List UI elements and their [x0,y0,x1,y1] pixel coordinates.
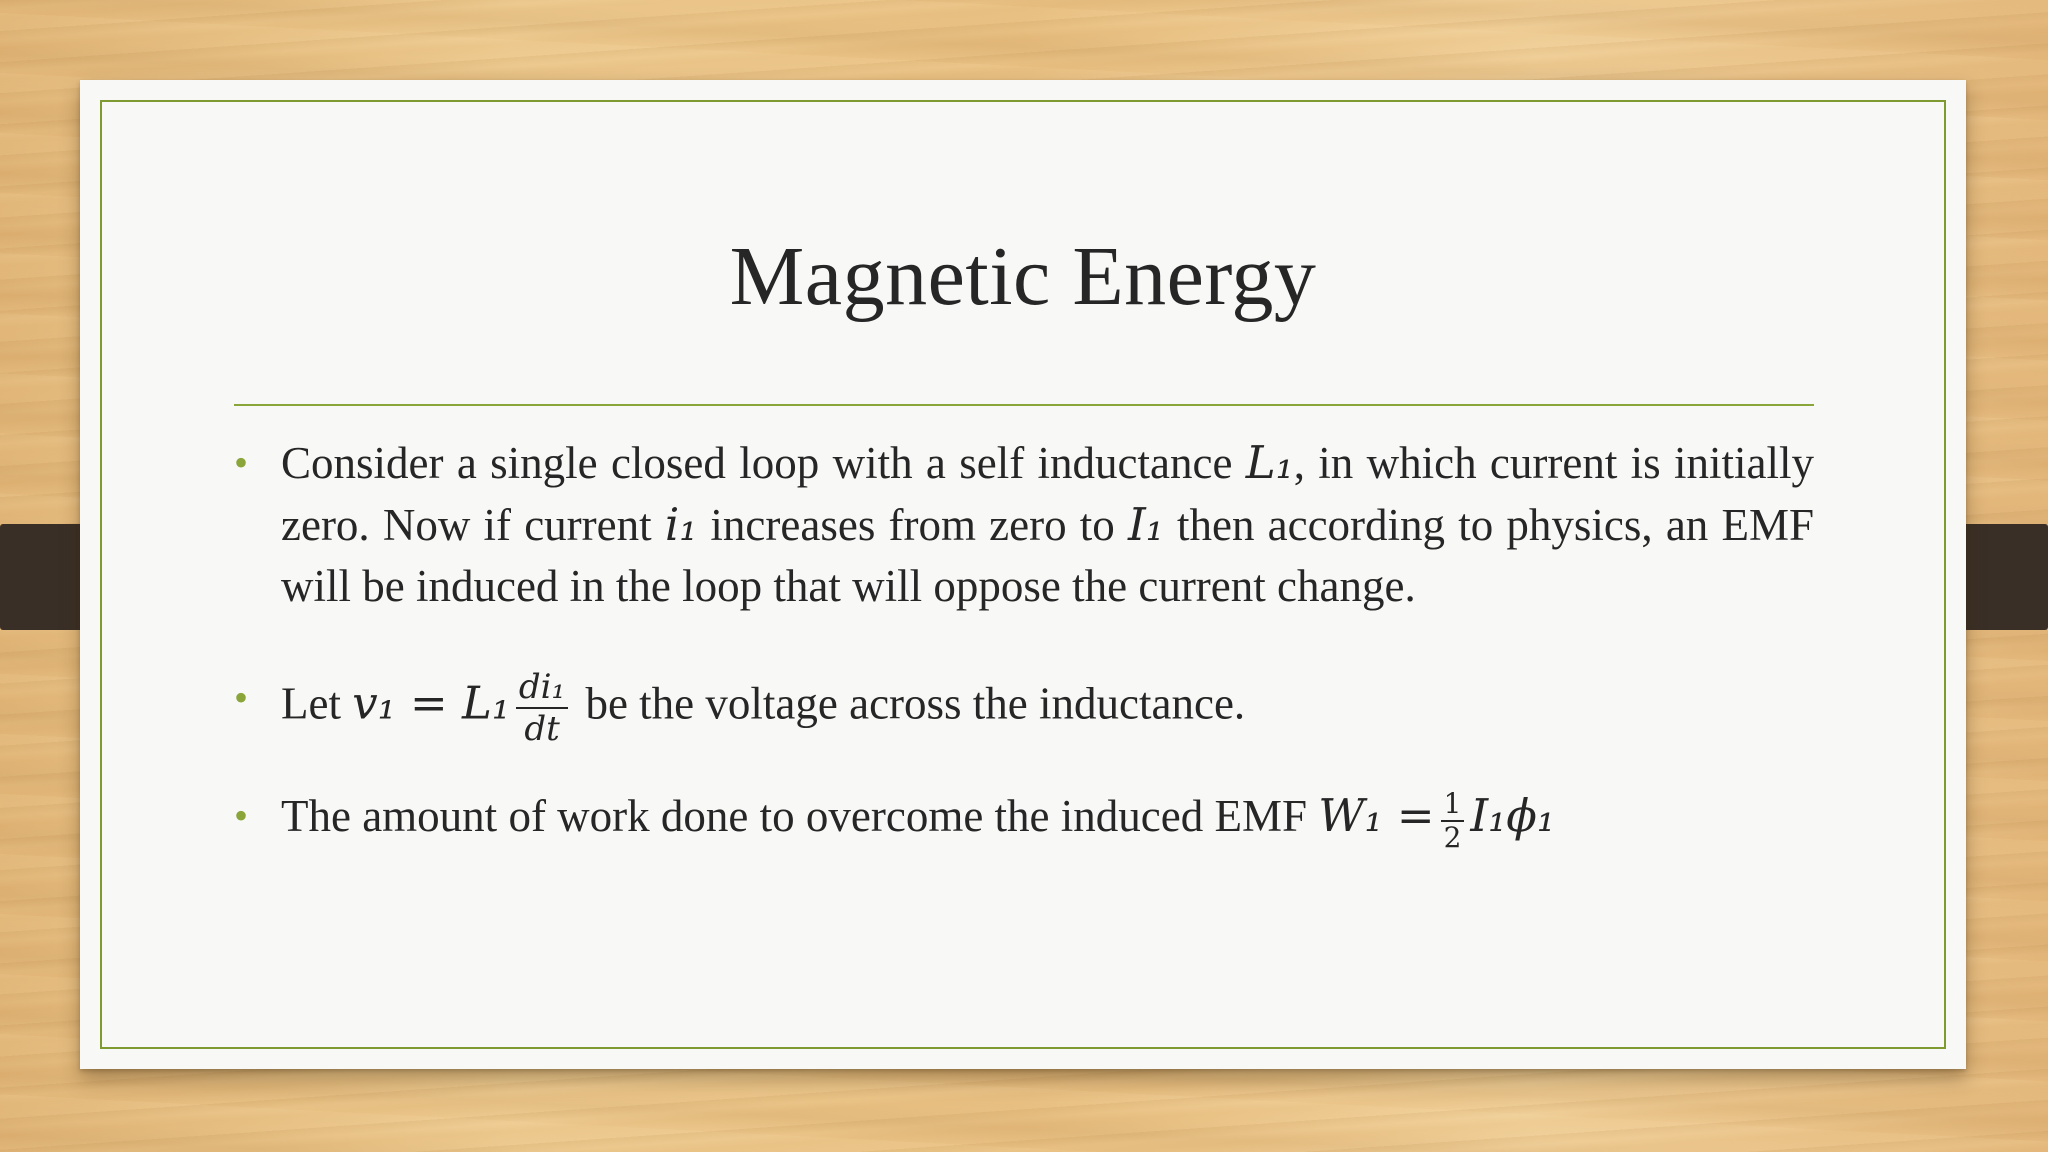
math-i1: i₁ [664,498,698,551]
math-work-lhs: W₁ = [1318,789,1435,842]
bullet-item-work [234,785,1814,854]
bullet-text: increases from zero to [697,500,1128,550]
fraction-di-dt [516,667,568,749]
bullet-item-self-inductance [234,432,1814,617]
bullet-text: Let [281,678,353,729]
math-l1: L₁ [1245,436,1294,489]
bullet-dot-icon: • [234,440,249,485]
title-divider [234,404,1814,406]
fraction-numerator: 1 [1441,788,1465,822]
fraction-numerator: di₁ [516,667,568,709]
slide-card [80,80,1966,1069]
bullet-item-voltage [234,667,1814,749]
fraction-denominator: 2 [1443,820,1462,854]
math-work-rhs: I₁ϕ₁ [1470,789,1555,842]
bullet-text: Consider a single closed loop with a self inductance [281,438,1246,488]
bullet-text: The amount of work done to overcome the induced EMF [281,791,1319,841]
bullet-dot-icon: • [234,793,249,838]
bullet-list [234,432,1814,854]
bullet-text: be the voltage across the inductance. [574,678,1246,729]
fraction-denominator: dt [524,709,560,749]
bullet-text: , in which current is initially zero. Now if current [281,438,1814,550]
fraction-one-half [1441,788,1465,854]
bullet-text: then according to physics, an EMF will be induced in the loop that will oppose the current change. [281,500,1815,611]
bullet-dot-icon: • [234,675,249,720]
math-voltage-lhs: v₁ = L₁ [352,676,510,730]
slide-title: Magnetic Energy [729,230,1317,323]
math-capital-i1: I₁ [1127,498,1164,551]
